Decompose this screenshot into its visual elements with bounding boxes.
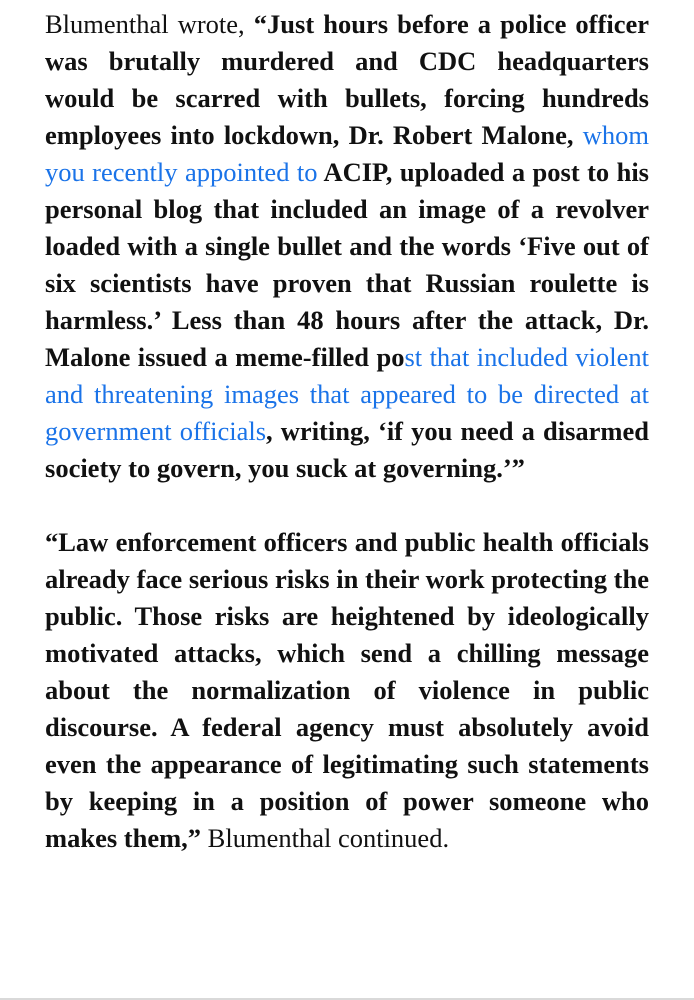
quote-text-part3: , writing, ‘if you need a disarmed society to govern, you suck at governing.’” xyxy=(45,416,649,483)
link-appointed-to-acip[interactable]: whom you recently appointed to xyxy=(45,120,649,187)
quote-text-part1: “Just hours before a police officer was brutally murdered and CDC headquarters would be scarred with bullets, forcing hundreds employees into lockdown, Dr. Robert Malone, xyxy=(45,9,649,150)
quote-text-part2: ACIP, uploaded a post to his personal blog that included an image of a revolver loaded with a single bullet and the words ‘Five out of six scientists have proven that Russian roulette is harmless.’ Less than 48 hours after the attack, Dr. Malone issued a meme-filled po xyxy=(45,157,649,372)
article-body xyxy=(45,6,649,857)
paragraph-blumenthal-letter-quote xyxy=(45,6,649,487)
attribution-intro: Blumenthal wrote, xyxy=(45,9,254,39)
paragraph-law-enforcement-quote xyxy=(45,524,649,857)
link-meme-filled-post[interactable]: st that included violent and threatening images that appeared to be directed at government officials xyxy=(45,342,650,446)
attribution-outro: Blumenthal continued. xyxy=(201,823,450,853)
quote-text: “Law enforcement officers and public health officials already face serious risks in their work protecting the public. Those risks are heightened by ideologically motivated attacks, which send a chilling message about the normalization of violence in public discourse. A federal agency must absolutely avoid even the appearance of legitimating such statements by keeping in a position of power someone who makes them,” xyxy=(45,527,649,853)
